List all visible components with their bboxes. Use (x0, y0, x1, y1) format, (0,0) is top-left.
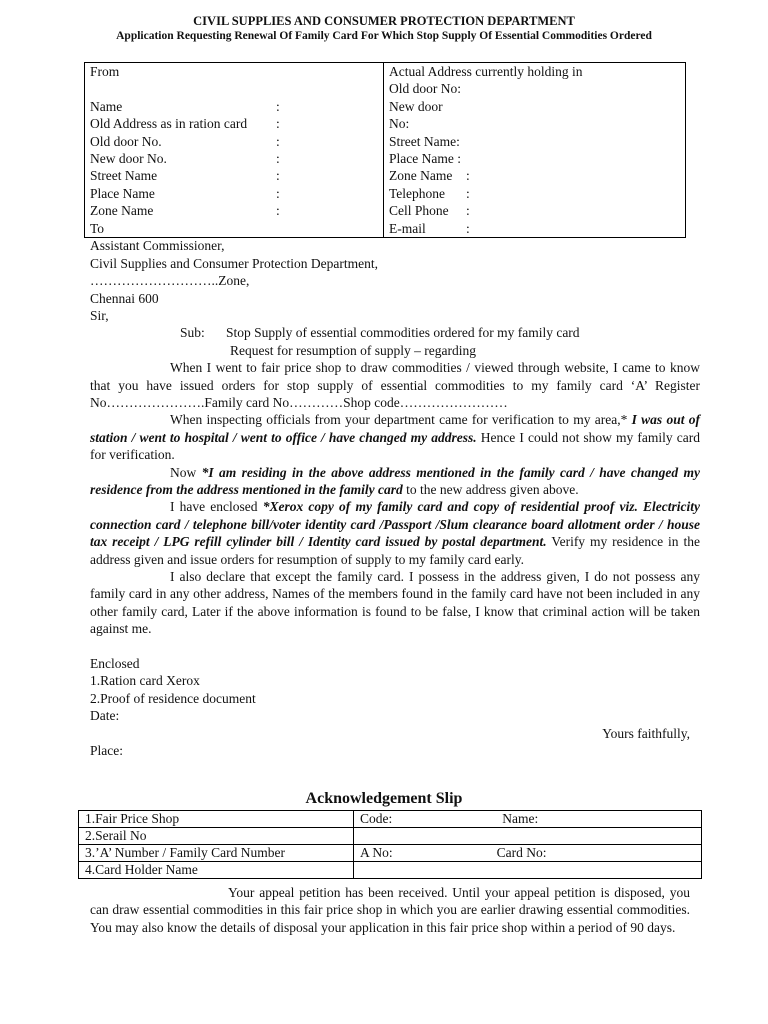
table-row: 4.Card Holder Name (79, 862, 702, 879)
recipient-zone: ………………………..Zone, (90, 273, 250, 289)
place-label: Place: (90, 742, 123, 758)
ack-footer-text: Your appeal petition has been received. Until your appeal petition is disposed, you can draw essential commodities in this fair price shop in which you are earlier drawing essential commodities. You may also know the details of disposal your application in this fair price shop within a period of 90 days. (90, 885, 690, 935)
from-cell (85, 63, 384, 238)
date-label: Date: (90, 708, 120, 724)
letter-body (90, 220, 700, 759)
from-old-door-field: Old door No. : (90, 133, 280, 149)
actual-cellphone-field: Cell Phone : (389, 203, 470, 219)
from-name-field: Name : (90, 98, 280, 114)
salutation: Sir, (90, 307, 109, 323)
paragraph-5: I also declare that except the family card. I possess in the address given, I do not possess any family card in any other address, Names of the members found in the family card have not been included in any other family card, Later if the above information is found to be false, I know that criminal action will be taken against me. (90, 569, 700, 637)
to-label: To (90, 221, 105, 236)
enclosed-heading: Enclosed (90, 656, 140, 672)
actual-address-heading: Actual Address currently holding in (389, 64, 583, 79)
actual-zone-field: Zone Name : (389, 168, 470, 184)
actual-new-door-field: New door No: (389, 98, 443, 132)
recipient-title: Assistant Commissioner, (90, 238, 225, 254)
actual-email-field: E-mail : (389, 220, 470, 236)
table-row: 2.Serail No (79, 828, 702, 845)
actual-place-field: Place Name : (389, 151, 461, 167)
closing: Yours faithfully, (602, 725, 690, 741)
actual-address-cell (384, 63, 686, 238)
enclosure-1: 1.Ration card Xerox (90, 673, 200, 689)
table-row: 1.Fair Price Shop Code: Name: (79, 811, 702, 828)
from-street-field: Street Name : (90, 168, 280, 184)
ack-slip-title: Acknowledgement Slip (305, 790, 463, 807)
paragraph-3: Now *I am residing in the above address mentioned in the family card / have changed my residence from the address mentioned in the family card to the new address given above. (90, 464, 700, 497)
address-table (84, 62, 686, 238)
ack-slip-table (78, 810, 702, 879)
from-heading: From (90, 64, 120, 79)
subject-text: Stop Supply of essential commodities ordered for my family card (226, 325, 580, 341)
from-new-door-field: New door No. : (90, 151, 280, 167)
paragraph-2: When inspecting officials from your department came for verification to my area,* I was out of station / went to hospital / went to office / have changed my address. Hence I could not show my family card for verification. (90, 412, 701, 463)
actual-old-door-field: Old door No: (389, 81, 461, 97)
table-row: 3.’A’ Number / Family Card Number A No: Card No: (79, 845, 702, 862)
subject-line (90, 324, 700, 341)
subject-line-2: Request for resumption of supply – regarding (230, 342, 476, 358)
recipient-department: Civil Supplies and Consumer Protection Department, (90, 255, 378, 271)
form-title: Application Requesting Renewal Of Family Card For Which Stop Supply Of Essential Commodities Ordered (116, 30, 652, 42)
enclosure-2: 2.Proof of residence document (90, 690, 256, 706)
paragraph-4: I have enclosed *Xerox copy of my family card and copy of residential proof viz. Electricity connection card / telephone bill/voter identity card /Passport /Slum clearance board allotment order / house tax receipt / LPG refill cylinder bill / Identity card issued by postal department. Verify my residence in the address given and issue orders for resumption of supply to my family card early. (90, 499, 700, 567)
actual-telephone-field: Telephone : (389, 185, 470, 201)
recipient-city: Chennai 600 (90, 290, 159, 306)
actual-street-field: Street Name: (389, 133, 460, 149)
from-old-address-field: Old Address as in ration card : (90, 116, 280, 132)
subject-label: Sub: (180, 325, 205, 341)
from-place-field: Place Name : (90, 185, 280, 201)
department-heading: CIVIL SUPPLIES AND CONSUMER PROTECTION DEPARTMENT (193, 14, 575, 28)
from-zone-field: Zone Name : (90, 203, 280, 219)
paragraph-1: When I went to fair price shop to draw commodities / viewed through website, I came to know that you have issued orders for stop supply of essential commodities to my family card ‘A’ Register No………………….Family card No…………Shop code…………………… (90, 360, 700, 410)
